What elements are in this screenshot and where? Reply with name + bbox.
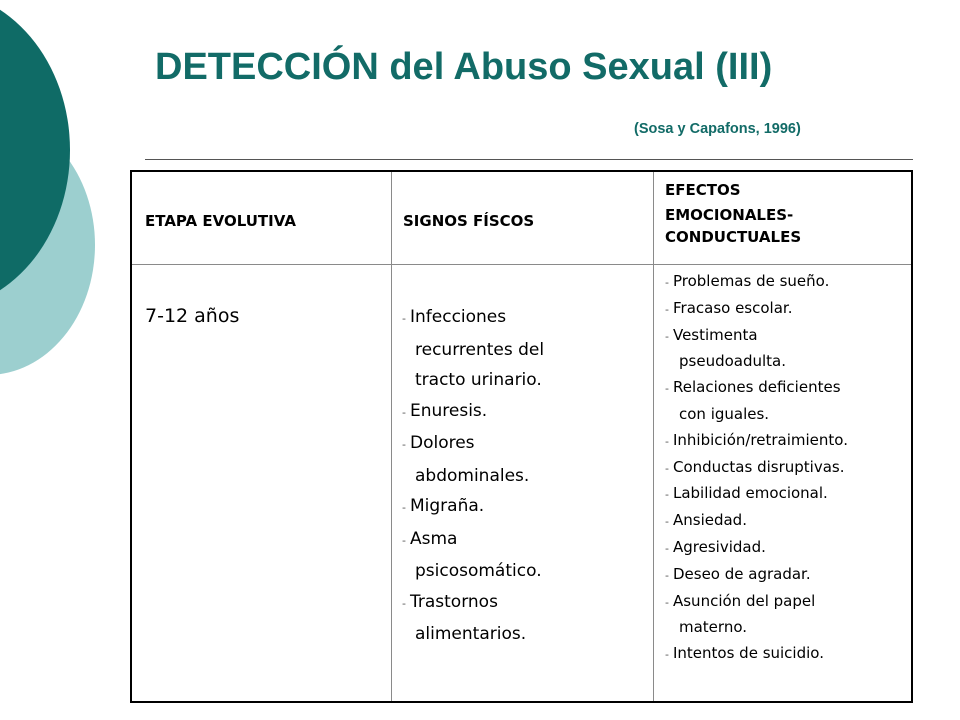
header-effects-line: CONDUCTUALES <box>665 228 802 246</box>
effects-list <box>665 269 848 668</box>
list-item-continuation: abdominales. <box>415 465 530 486</box>
list-item <box>665 589 848 642</box>
list-item-continuation: materno. <box>679 618 748 637</box>
list-item-continuation: alimentarios. <box>415 624 527 644</box>
bullet-dash: - <box>665 302 669 316</box>
list-item <box>402 396 544 429</box>
list-item-text: Enuresis. <box>409 400 488 421</box>
bullet-dash: - <box>665 595 669 609</box>
header-stage: ETAPA EVOLUTIVA <box>145 212 296 230</box>
bullet-dash: - <box>402 312 406 325</box>
list-item-text: Deseo de agradar. <box>672 564 811 583</box>
list-item <box>402 302 544 396</box>
list-item <box>402 491 544 524</box>
stage-cell: 7-12 años <box>145 305 240 327</box>
physical-signs-list <box>402 302 544 650</box>
list-item <box>402 587 544 650</box>
bullet-dash: - <box>665 434 669 448</box>
list-item <box>665 455 848 482</box>
list-item-text: Asma <box>409 528 458 549</box>
list-item-text: Vestimenta <box>672 325 758 344</box>
list-item-text: Fracaso escolar. <box>672 298 793 317</box>
list-item-text: Trastornos <box>409 591 498 612</box>
bullet-dash: - <box>665 329 669 343</box>
list-item <box>665 535 848 562</box>
list-item-text: Agresividad. <box>672 537 766 556</box>
bullet-dash: - <box>665 382 669 396</box>
bullet-dash: - <box>665 276 669 289</box>
bullet-dash: - <box>665 461 669 475</box>
list-item <box>665 428 848 455</box>
bullet-dash: - <box>665 648 669 662</box>
header-effects-line: EFECTOS <box>665 181 741 199</box>
list-item-text: Intentos de suicidio. <box>672 644 824 663</box>
list-item-text: Asunción del papel <box>672 591 816 610</box>
bullet-dash: - <box>665 568 669 582</box>
list-item-text: Inhibición/retraimiento. <box>672 430 848 449</box>
bullet-dash: - <box>665 488 669 502</box>
list-item-continuation: psicosomático. <box>415 561 542 581</box>
list-item-text: Conductas disruptivas. <box>672 457 845 476</box>
list-item <box>665 375 848 428</box>
list-item-text: Migraña. <box>409 496 485 516</box>
list-item <box>665 269 848 296</box>
title-divider <box>145 159 913 160</box>
list-item-text: Infecciones <box>409 307 507 327</box>
list-item-text: Problemas de sueño. <box>672 272 830 290</box>
bullet-dash: - <box>402 596 406 610</box>
list-item <box>665 508 848 535</box>
column-divider <box>391 172 392 701</box>
slide-source-citation: (Sosa y Capafons, 1996) <box>634 121 801 137</box>
list-item <box>665 562 848 589</box>
list-item <box>665 641 848 668</box>
list-item-continuation: pseudoadulta. <box>679 352 786 371</box>
bullet-dash: - <box>402 438 406 451</box>
header-effects-line: EMOCIONALES- <box>665 206 794 224</box>
bullet-dash: - <box>402 533 406 547</box>
list-item <box>665 323 848 376</box>
list-item <box>402 428 544 491</box>
detection-table <box>130 170 913 703</box>
list-item-continuation: recurrentes del <box>415 339 545 360</box>
column-divider <box>653 172 654 701</box>
slide-title: DETECCIÓN del Abuso Sexual (III) <box>155 46 773 88</box>
bullet-dash: - <box>402 405 406 419</box>
list-item-text: Labilidad emocional. <box>672 484 828 503</box>
list-item <box>665 481 848 508</box>
list-item <box>402 524 544 587</box>
header-effects <box>665 178 801 247</box>
header-row-divider <box>132 264 911 265</box>
bullet-dash: - <box>665 515 669 529</box>
header-physical-signs: SIGNOS FÍSCOS <box>403 212 535 230</box>
list-item-text: Ansiedad. <box>672 511 747 530</box>
list-item <box>665 296 848 323</box>
list-item-text: Relaciones deficientes <box>672 378 841 397</box>
list-item-text: Dolores <box>409 433 475 453</box>
bullet-dash: - <box>402 501 406 514</box>
list-item-continuation: con iguales. <box>679 404 770 423</box>
list-item-continuation: tracto urinario. <box>415 370 542 390</box>
bullet-dash: - <box>665 541 669 555</box>
